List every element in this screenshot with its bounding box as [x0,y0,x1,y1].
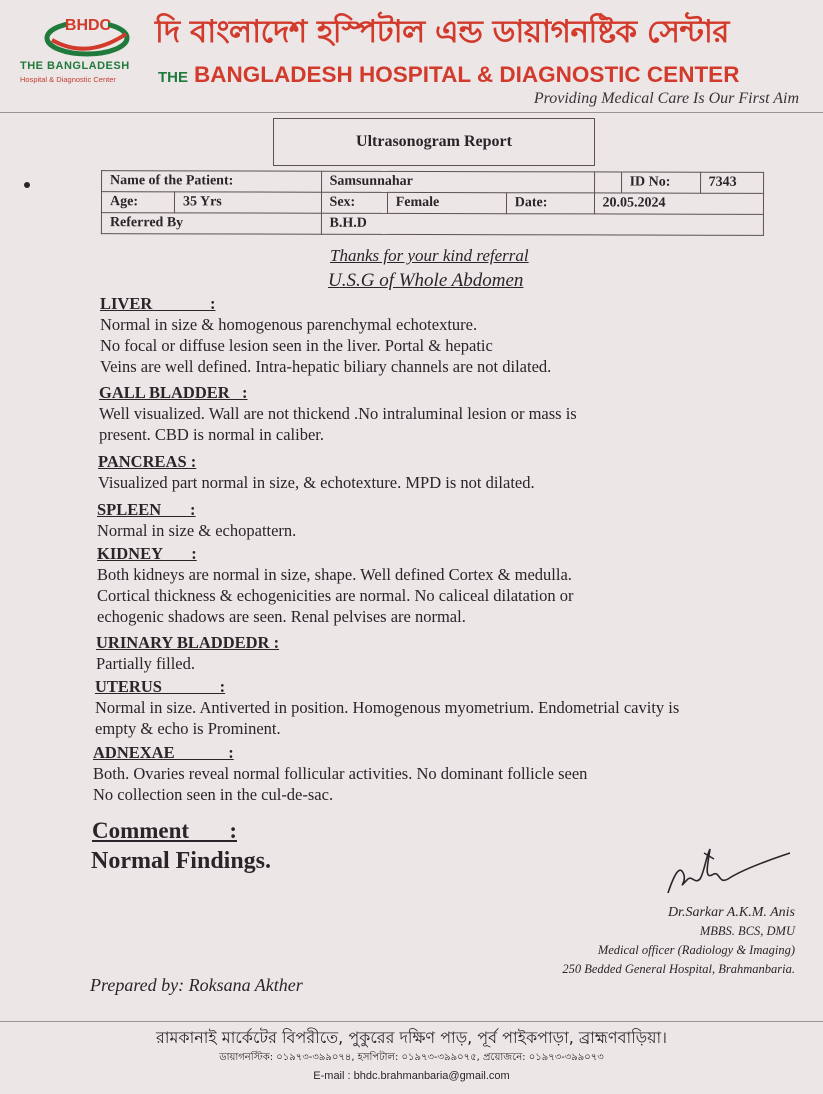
svg-text:BHDC: BHDC [64,17,112,34]
section-line: Normal in size & echopattern. [97,521,297,540]
date-label: Date: [506,193,594,214]
hospital-name-english [158,62,739,88]
tagline: Providing Medical Care Is Our First Aim [533,90,799,107]
section-line: Both kidneys are normal in size, shape. Well defined Cortex & medulla. [97,565,572,584]
section-heading: LIVER : [100,294,216,313]
doctor-block [562,903,795,979]
patient-info-table [101,170,764,236]
patient-sex: Female [387,192,506,213]
hospital-name-bangla: দি বাংলাদেশ হস্পিটাল এন্ড ডায়াগনষ্টিক সেন্টার [155,14,729,50]
table-row [101,213,763,236]
table-row [101,192,763,215]
age-label: Age: [101,192,174,213]
section-heading: KIDNEY : [97,544,197,563]
section-gall-bladder [99,382,577,445]
bullet-dot [24,182,30,188]
section-adnexae [93,742,587,805]
doctor-hospital: 250 Bedded General Hospital, Brahmanbaria. [562,962,795,976]
section-kidney [97,543,574,627]
section-uterus [95,676,679,739]
hospital-logo [20,10,150,90]
section-pancreas [98,451,535,493]
doctor-name: Dr.Sarkar A.K.M. Anis [667,905,795,920]
id-label: ID No: [621,172,700,193]
doctor-degrees: MBBS. BCS, DMU [699,924,795,938]
hospital-name-the: THE [158,69,188,86]
sex-label: Sex: [321,192,387,213]
doctor-signature [660,845,795,900]
section-heading: PANCREAS : [98,452,197,471]
section-line: Visualized part normal in size, & echotexture. MPD is not dilated. [98,473,535,492]
table-row [102,171,764,194]
logo-emblem-icon [42,10,132,58]
section-heading: ADNEXAE : [93,743,234,762]
section-heading: URINARY BLADDEDR : [96,633,280,652]
hospital-name-rest: BANGLADESH HOSPITAL & DIAGNOSTIC CENTER [194,62,740,87]
section-liver [100,293,551,377]
section-line: Both. Ovaries reveal normal follicular activities. No dominant follicle seen [93,764,588,783]
prepared-by: Prepared by: Roksana Akther [90,975,303,995]
referred-label: Referred By [101,213,321,235]
footer-phones: ডায়াগনস্টিক: ০১৯৭৩-৩৯৯০৭৪, হসপিটাল: ০১৯৭৩-৩৯৯০৭৫, প্রয়োজনে: ০১৯৭৩-৩৯৯০৭৩ [219,1052,604,1063]
exam-name: U.S.G of Whole Abdomen [328,270,524,291]
patient-id: 7343 [700,172,763,193]
table-spacer [594,172,621,193]
section-line: Well visualized. Wall are not thickend .No intraluminal lesion or mass is [99,404,577,423]
report-date: 20.05.2024 [594,193,763,214]
section-line: No collection seen in the cul-de-sac. [93,785,334,804]
logo-name: THE BANGLADESH [20,60,130,72]
doctor-position: Medical officer (Radiology & Imaging) [597,943,795,957]
thanks-note: Thanks for your kind referral [330,246,529,265]
section-line: Normal in size & homogenous parenchymal echotexture. [100,315,478,334]
section-line: Cortical thickness & echogenicities are normal. No caliceal dilatation or [97,586,574,605]
section-line: Normal in size. Antiverted in position. Homogenous myometrium. Endometrial cavity is [95,698,680,717]
footer-email: E-mail : bhdc.brahmanbaria@gmail.com [313,1070,510,1082]
section-line: Veins are well defined. Intra-hepatic biliary channels are not dilated. [100,357,552,376]
report-title: Ultrasonogram Report [273,118,595,166]
section-line: empty & echo is Prominent. [95,719,281,738]
header-divider [0,112,823,113]
patient-age: 35 Yrs [174,192,321,213]
comment-text: Normal Findings. [91,848,272,874]
section-heading: SPLEEN : [97,500,196,519]
section-line: echogenic shadows are seen. Renal pelvises are normal. [97,607,466,626]
section-line: Partially filled. [96,654,195,673]
section-heading: UTERUS : [95,677,226,696]
patient-name-label: Name of the Patient: [102,171,322,193]
referred-by: B.H.D [321,213,763,235]
section-line: present. CBD is normal in caliber. [99,425,324,444]
section-urinary-bladder [96,632,279,674]
section-heading: GALL BLADDER : [99,383,248,402]
comment-heading: Comment : [92,818,237,843]
footer-divider [0,1021,823,1022]
section-spleen [97,499,296,541]
section-line: No focal or diffuse lesion seen in the liver. Portal & hepatic [100,336,493,355]
patient-name: Samsunnahar [321,171,594,193]
footer-address: রামকানাই মার্কেটের বিপরীতে, পুকুরের দক্ষিণ পাড়, পূর্ব পাইকপাড়া, ব্রাহ্মণবাড়িয়া। [156,1028,667,1047]
logo-subtitle: Hospital & Diagnostic Center [20,75,116,84]
